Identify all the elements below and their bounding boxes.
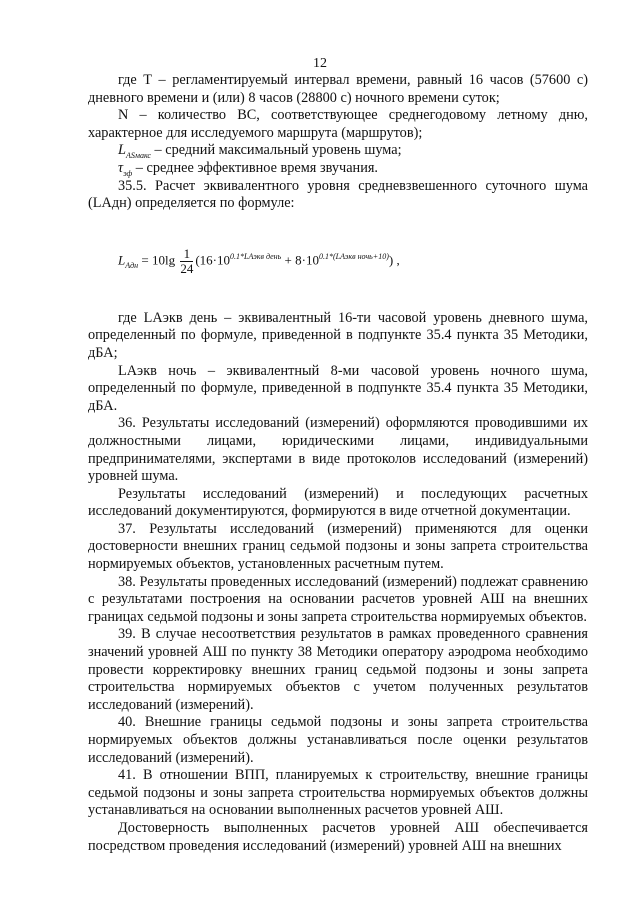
definition-tau: $\tau_{эф}$ – среднее эффективное время звучания. — [118, 159, 379, 178]
paragraph-36: 36. Результаты исследований (измерений) оформляются проводившими их должностными лицами, юридическими лицами, индивидуальными предпринимателями, экспертами в виде протоколов исследований (измерений) уровней шума. — [88, 415, 588, 485]
paragraph-42: Достоверность выполненных расчетов уровней АШ обеспечивается посредством проведения исследований (измерений) уровней АШ на внешних — [88, 819, 588, 854]
paragraph-39: 39. В случае несоответствия результатов в рамках проведенного сравнения значений уровней АШ по пункту 38 Методики оператору аэродрома необходимо провести корректировку внешних границ седьмой подзоны и зоны запрета строительства нормируемых объектов с учетом полученных результатов исследований (измерений). — [88, 626, 588, 713]
formula-l-adn: $L_{Адн} = 10\lg$ $\frac{1}{24}$ $(16\cdot 10^{0.1*LАэкв день} + 8\cdot 10^{0.1*(LАэкв ночь+10)})$ , — [118, 245, 400, 276]
where-day: где LАэкв день – эквивалентный 16-ти часовой уровень дневного шума, определенный по формуле, приведенной в подпункте 35.4 пункта 35 Методики, дБА; — [88, 309, 588, 361]
document-body — [88, 72, 588, 855]
paragraph-36-b: Результаты исследований (измерений) и последующих расчетных исследований документируются, формируются в виде отчетной документации. — [88, 485, 588, 520]
page-number: 12 — [313, 56, 327, 71]
definition-n: N – количество ВС, соответствующее среднегодовому летному дню, характерное для исследуемого маршрута (маршрутов); — [88, 107, 588, 141]
definition-t: где Т – регламентируемый интервал времени, равный 16 часов (57600 с) дневного времени и (или) 8 часов (28800 с) ночного времени суток; — [88, 72, 588, 106]
paragraph-37: 37. Результаты исследований (измерений) применяются для оценки достоверности внешних границ седьмой подзоны и зоны запрета строительства нормируемых объектов, установленных расчетным путем. — [88, 520, 588, 573]
paragraph-38: 38. Результаты проведенных исследований (измерений) подлежат сравнению с результатами построения на основании расчетов уровней АШ на внешних границах седьмой подзоны и зоны запрета строительства нормируемых объектов. — [88, 573, 588, 625]
formula-fraction: $\frac{1}{24}$ — [180, 245, 194, 276]
tau-symbol: $\tau_{эф}$ — [118, 159, 133, 178]
where-night: LАэкв ночь – эквивалентный 8-ми часовой уровень ночного шума, определенный по формуле, приведенной в подпункте 35.4 пункта 35 Методики, дБА. — [88, 362, 588, 414]
paragraph-35-5: 35.5. Расчет эквивалентного уровня средневзвешенного суточного шума (LАдн) определяется по формуле: — [88, 177, 588, 212]
definition-l-max: $L_{ASмакс}$ – средний максимальный уровень шума; — [118, 142, 402, 161]
l-max-symbol: $L_{ASмакс}$ — [118, 142, 151, 161]
paragraph-40: 40. Внешние границы седьмой подзоны и зоны запрета строительства нормируемых объектов должны устанавливаться после оценки результатов исследований (измерений). — [88, 714, 588, 766]
paragraph-41: 41. В отношении ВПП, планируемых к строительству, внешние границы седьмой подзоны и зоны запрета строительства нормируемых объектов должны устанавливаться на основании выполненных расчетов уровней АШ. — [88, 767, 588, 819]
